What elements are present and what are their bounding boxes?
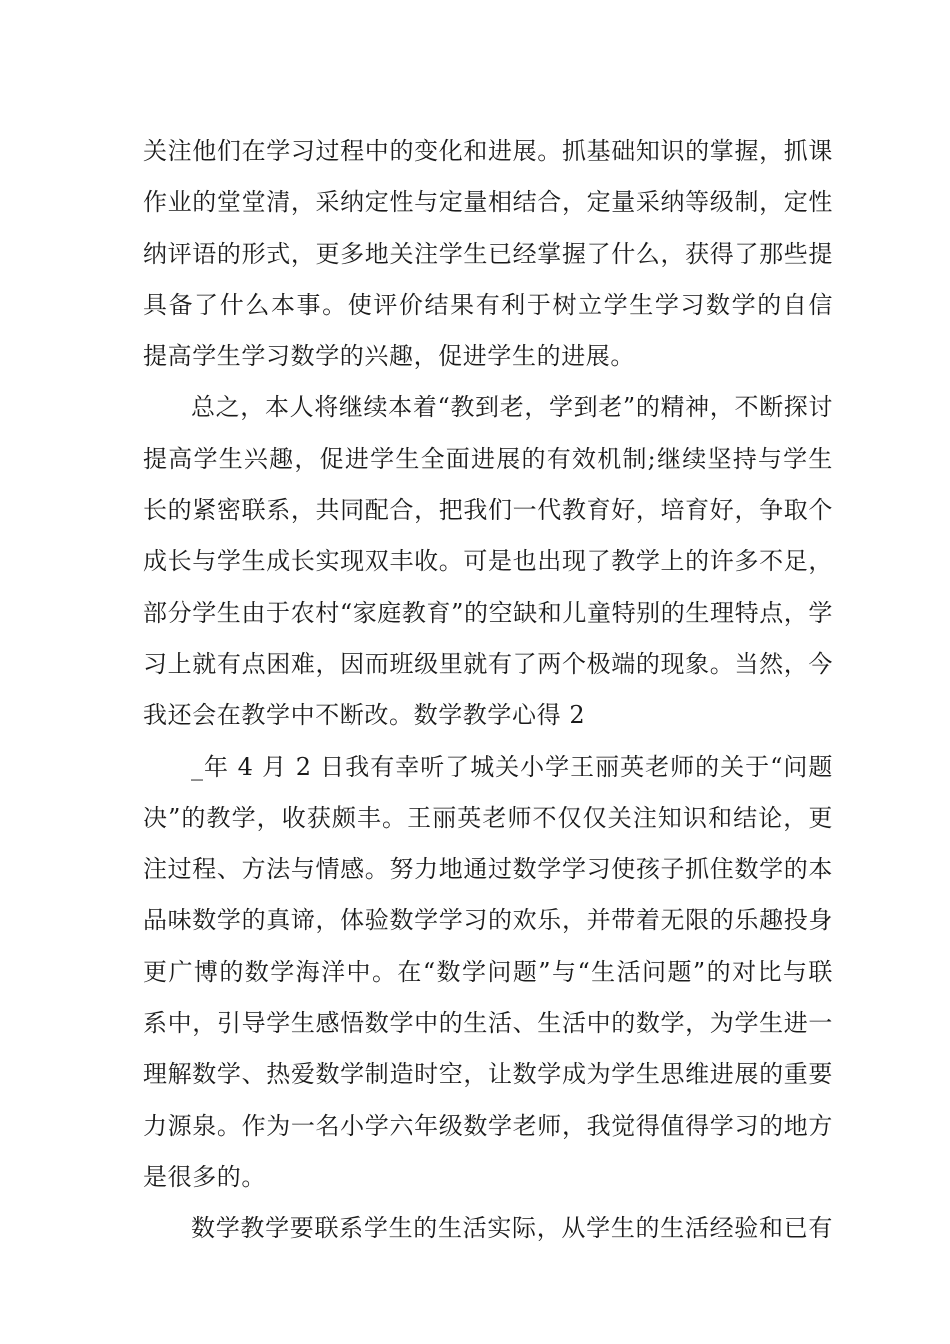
text-line: 具备了什么本事。使评价结果有利于树立学生学习数学的自信 — [143, 290, 833, 319]
text-line: 总之，本人将继续本着“教到老，学到老”的精神，不断探讨 — [191, 393, 833, 422]
text-line: 提高学生学习数学的兴趣，促进学生的进展。 — [143, 342, 635, 371]
text-line: 关注他们在学习过程中的变化和进展。抓基础知识的掌握，抓课 — [143, 137, 833, 165]
text-line: 我还会在教学中不断改。数学教学心得 2 — [143, 701, 586, 730]
body-text — [143, 126, 833, 1255]
text-line: 习上就有点困难，因而班级里就有了两个极端的现象。当然，今 — [143, 649, 833, 678]
text-line: 更广博的数学海洋中。在“数学问题”与“生活问题”的对比与联 — [143, 957, 833, 986]
text-line: _年 4 月 2 日我有幸听了城关小学王丽英老师的关于“问题 — [191, 752, 833, 781]
text-line: 注过程、方法与情感。努力地通过数学学习使孩子抓住数学的本 — [143, 855, 833, 884]
text-line: 长的紧密联系，共同配合，把我们一代教育好，培育好，争取个 — [143, 496, 833, 525]
text-line: 纳评语的形式，更多地关注学生已经掌握了什么，获得了那些提 — [143, 239, 833, 268]
text-line: 理解数学、热爱数学制造时空，让数学成为学生思维进展的重要 — [143, 1060, 833, 1089]
text-line: 数学教学要联系学生的生活实际，从学生的生活经验和已有 — [191, 1214, 833, 1243]
text-line: 力源泉。作为一名小学六年级数学老师，我觉得值得学习的地方 — [143, 1111, 833, 1140]
text-line: 决”的教学，收获颇丰。王丽英老师不仅仅关注知识和结论，更 — [143, 803, 833, 832]
text-line: 作业的堂堂清，采纳定性与定量相结合，定量采纳等级制，定性 — [143, 188, 833, 217]
text-line: 部分学生由于农村“家庭教育”的空缺和儿童特别的生理特点，学 — [143, 598, 833, 627]
text-line: 提高学生兴趣，促进学生全面进展的有效机制;继续坚持与学生 — [143, 444, 833, 473]
text-line: 是很多的。 — [143, 1162, 266, 1191]
text-line: 系中，引导学生感悟数学中的生活、生活中的数学，为学生进一 — [143, 1009, 833, 1038]
text-line: 成长与学生成长实现双丰收。可是也出现了教学上的许多不足， — [143, 547, 833, 576]
text-line: 品味数学的真谛，体验数学学习的欢乐，并带着无限的乐趣投身 — [143, 906, 833, 935]
